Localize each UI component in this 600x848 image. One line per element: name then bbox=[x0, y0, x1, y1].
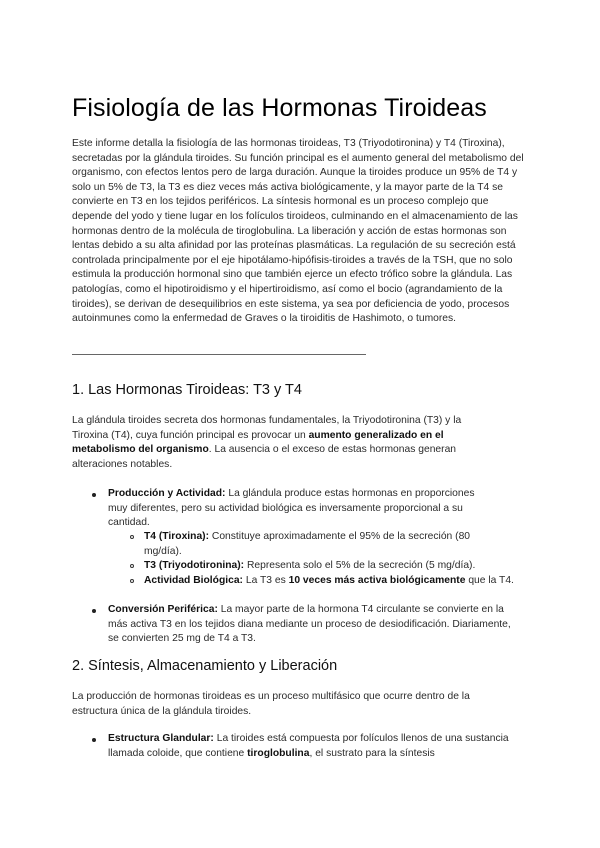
bullet-label: Producción y Actividad: bbox=[108, 488, 226, 499]
sub-bullet-t3 bbox=[144, 559, 504, 574]
bullet-estructura bbox=[108, 732, 520, 761]
bullet-text: La mayor parte de la hormona T4 circulante se convierte en la más activa T3 en los tejidos diana mediante un proceso de desiodificación. Diariamente, se convierten 25 mg de T4 a T3. bbox=[108, 604, 511, 645]
section-2-paragraph: La producción de hormonas tiroideas es un proceso multifásico que ocurre dentro de la estructura única de la glándula tiroides. bbox=[72, 691, 470, 717]
bullet-text-b: , el sustrato para la síntesis bbox=[309, 747, 435, 759]
page-title: Fisiología de las Hormonas Tiroideas bbox=[72, 94, 487, 122]
section-1-bold: aumento generalizado en el metabolismo del organismo bbox=[72, 429, 444, 456]
bullet-dot bbox=[92, 609, 96, 613]
bullet-label: Conversión Periférica: bbox=[108, 604, 218, 615]
document-page bbox=[72, 0, 530, 848]
section-divider bbox=[72, 354, 366, 355]
intro-paragraph: Este informe detalla la fisiología de las hormonas tiroideas, T3 (Triyodotironina) y T4 (Tiroxina), secretadas por la glándula tiroides. Su función principal es el aumento general del metabolismo del organismo, con efectos lentos pero de larga duración. Aunque la tiroides produce un 95% de T4 y solo un 5% de T3, la T3 es diez veces más activa biológicamente, y la mayor parte de la T4 se convierte en T3 en los tejidos periféricos. La síntesis hormonal es un proceso complejo que depende del yodo y tiene lugar en los folículos tiroideos, culminando en el almacenamiento de las hormonas dentro de la molécula de tiroglobulina. La liberación y acción de estas hormonas son lentas debido a su alta afinidad por las proteínas plasmáticas. La regulación de su secreción está controlada principalmente por el eje hipotálamo-hipófisis-tiroides a través de la TSH, que no solo estimula la producción hormonal sino que también ejerce un efecto trófico sobre la glándula. Las patologías, como el hipotiroidismo y el hipertiroidismo, así como el bocio (agrandamiento de la tiroides), se derivan de desequilibrios en este sistema, ya sea por deficiencia de yodo, procesos autoinmunes como la enfermedad de Graves o la tiroiditis de Hashimoto, o tumores. bbox=[72, 138, 524, 325]
sub-bullet-bold: 10 veces más activa biológicamente bbox=[288, 575, 466, 586]
sub-bullet-circle bbox=[130, 564, 134, 568]
bullet-conversion bbox=[108, 603, 520, 647]
sub-bullet-t4 bbox=[144, 530, 500, 559]
sub-bullet-label: Actividad Biológica: bbox=[144, 575, 243, 586]
sub-bullet-label: T3 (Triyodotironina): bbox=[144, 560, 245, 571]
bullet-bold: tiroglobulina bbox=[247, 747, 310, 759]
bullet-text-a: La tiroides está compuesta por folículos llenos de una sustancia llamada coloide, que contiene bbox=[108, 733, 509, 759]
sub-bullet-circle bbox=[130, 579, 134, 583]
sub-bullet-text: Constituye aproximadamente el 95% de la secreción (80 mg/día). bbox=[144, 531, 471, 557]
sub-bullet-actividad bbox=[144, 574, 514, 589]
bullet-label: Estructura Glandular: bbox=[108, 733, 214, 744]
bullet-dot bbox=[92, 738, 96, 742]
bullet-produccion bbox=[108, 487, 496, 531]
section-1-text-a: La glándula tiroides secreta dos hormonas fundamentales, la Triyodotironina (T3) y la Tiroxina (T4), cuya función principal es provocar un bbox=[72, 415, 462, 441]
section-1-paragraph bbox=[72, 414, 482, 472]
sub-bullet-text-a: La T3 es bbox=[242, 575, 289, 586]
bullet-text: La glándula produce estas hormonas en proporciones muy diferentes, pero su actividad biológica es inversamente proporcional a su cantidad. bbox=[108, 488, 475, 529]
bullet-dot bbox=[92, 493, 96, 497]
sub-bullet-text-b: que la T4. bbox=[465, 575, 514, 586]
section-2-heading: 2. Síntesis, Almacenamiento y Liberación bbox=[72, 658, 338, 674]
sub-bullet-text: Representa solo el 5% de la secreción (5 mg/día). bbox=[244, 560, 476, 571]
sub-bullet-label: T4 (Tiroxina): bbox=[144, 531, 210, 542]
section-1-heading: 1. Las Hormonas Tiroideas: T3 y T4 bbox=[72, 382, 302, 398]
section-1-text-b: . La ausencia o el exceso de estas hormonas generan alteraciones notables. bbox=[72, 444, 457, 470]
sub-bullet-circle bbox=[130, 535, 134, 539]
